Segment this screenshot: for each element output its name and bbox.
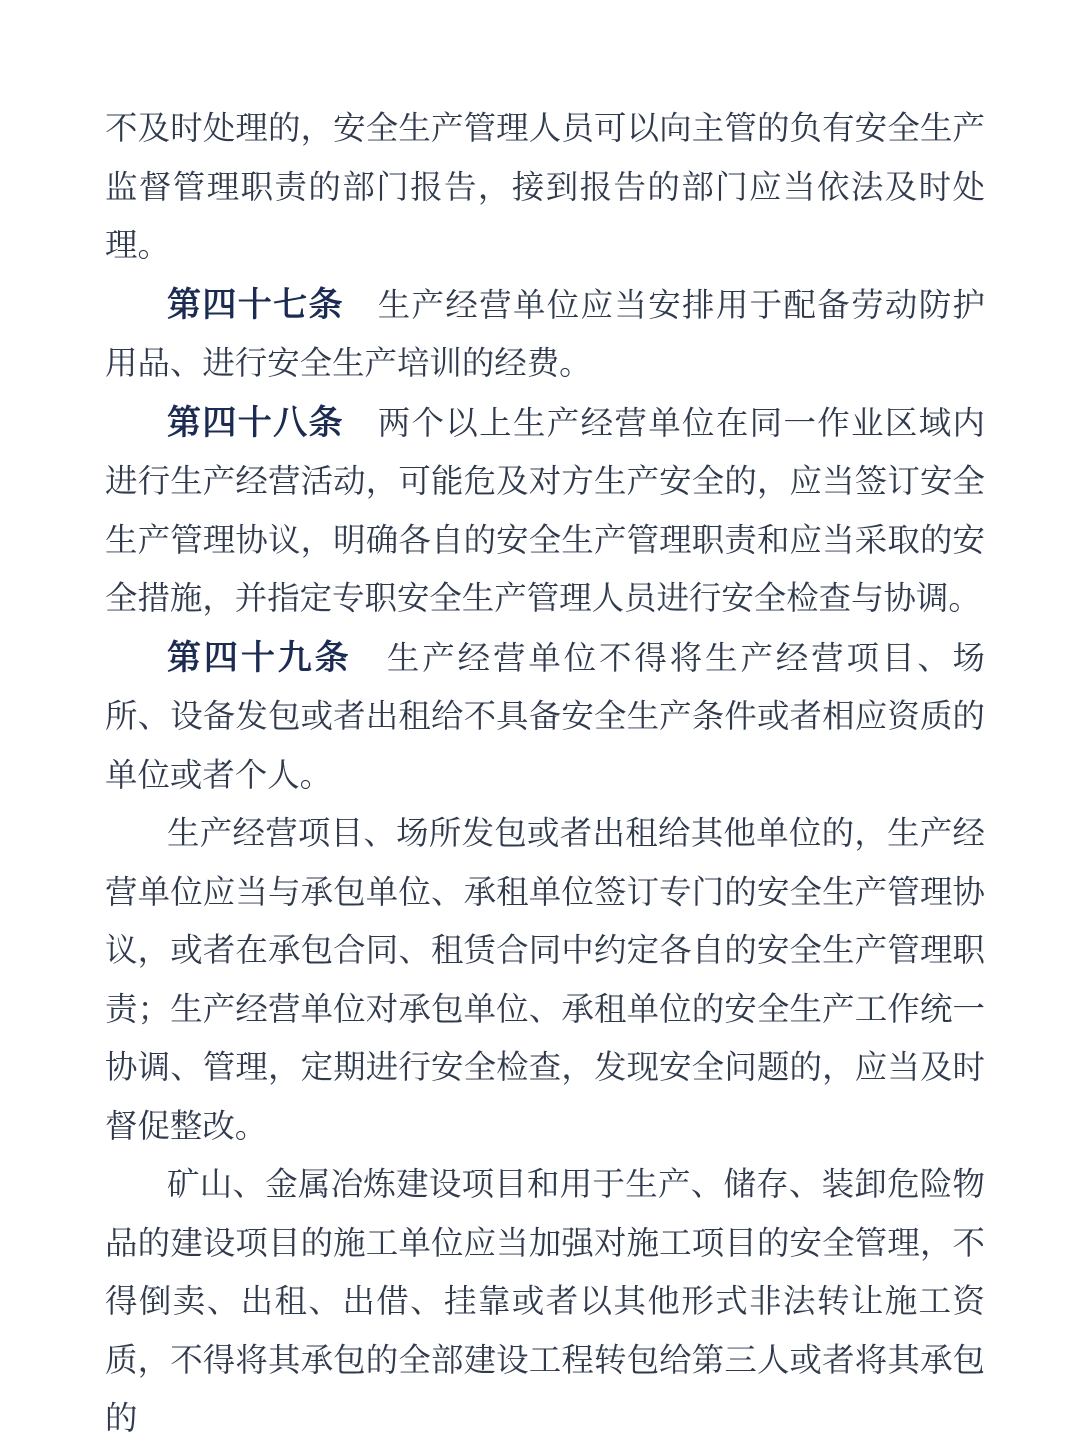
paragraph-continuation xyxy=(105,100,985,276)
paragraph-article-49 xyxy=(105,629,985,806)
paragraph-article-48 xyxy=(105,394,985,629)
article-number-48: 第四十八条 xyxy=(167,403,344,442)
paragraph-text: 生产经营单位不得将生产经营项目、场所、设备发包或者出租给不具备安全生产条件或者相应资质的单位或者个人。 xyxy=(105,640,985,794)
paragraph-text: 两个以上生产经营单位在同一作业区域内进行生产经营活动，可能危及对方生产安全的，应当签订安全生产管理协议，明确各自的安全生产管理职责和应当采取的安全措施，并指定专职安全生产管理人员进行安全检查与协调。 xyxy=(105,405,985,617)
article-number-47: 第四十七条 xyxy=(167,285,344,324)
paragraph-article-47 xyxy=(105,276,985,394)
article-number-49: 第四十九条 xyxy=(167,638,352,677)
paragraph-text: 生产经营项目、场所发包或者出租给其他单位的，生产经营单位应当与承包单位、承租单位签订专门的安全生产管理协议，或者在承包合同、租赁合同中约定各自的安全生产管理职责；生产经营单位对承包单位、承租单位的安全生产工作统一协调、管理，定期进行安全检查，发现安全问题的，应当及时督促整改。 xyxy=(105,816,985,1145)
paragraph-article-49-clause-2 xyxy=(105,805,985,1156)
paragraph-text: 生产经营单位应当安排用于配备劳动防护用品、进行安全生产培训的经费。 xyxy=(105,287,985,382)
paragraph-text: 矿山、金属冶炼建设项目和用于生产、储存、装卸危险物品的建设项目的施工单位应当加强对施工项目的安全管理，不得倒卖、出租、出借、挂靠或者以其他形式非法转让施工资质，不得将其承包的全部建设工程转包给第三人或者将其承包的 xyxy=(105,1167,985,1437)
paragraph-article-49-clause-3 xyxy=(105,1156,985,1449)
paragraph-text: 不及时处理的，安全生产管理人员可以向主管的负有安全生产监督管理职责的部门报告，接到报告的部门应当依法及时处理。 xyxy=(105,111,985,264)
